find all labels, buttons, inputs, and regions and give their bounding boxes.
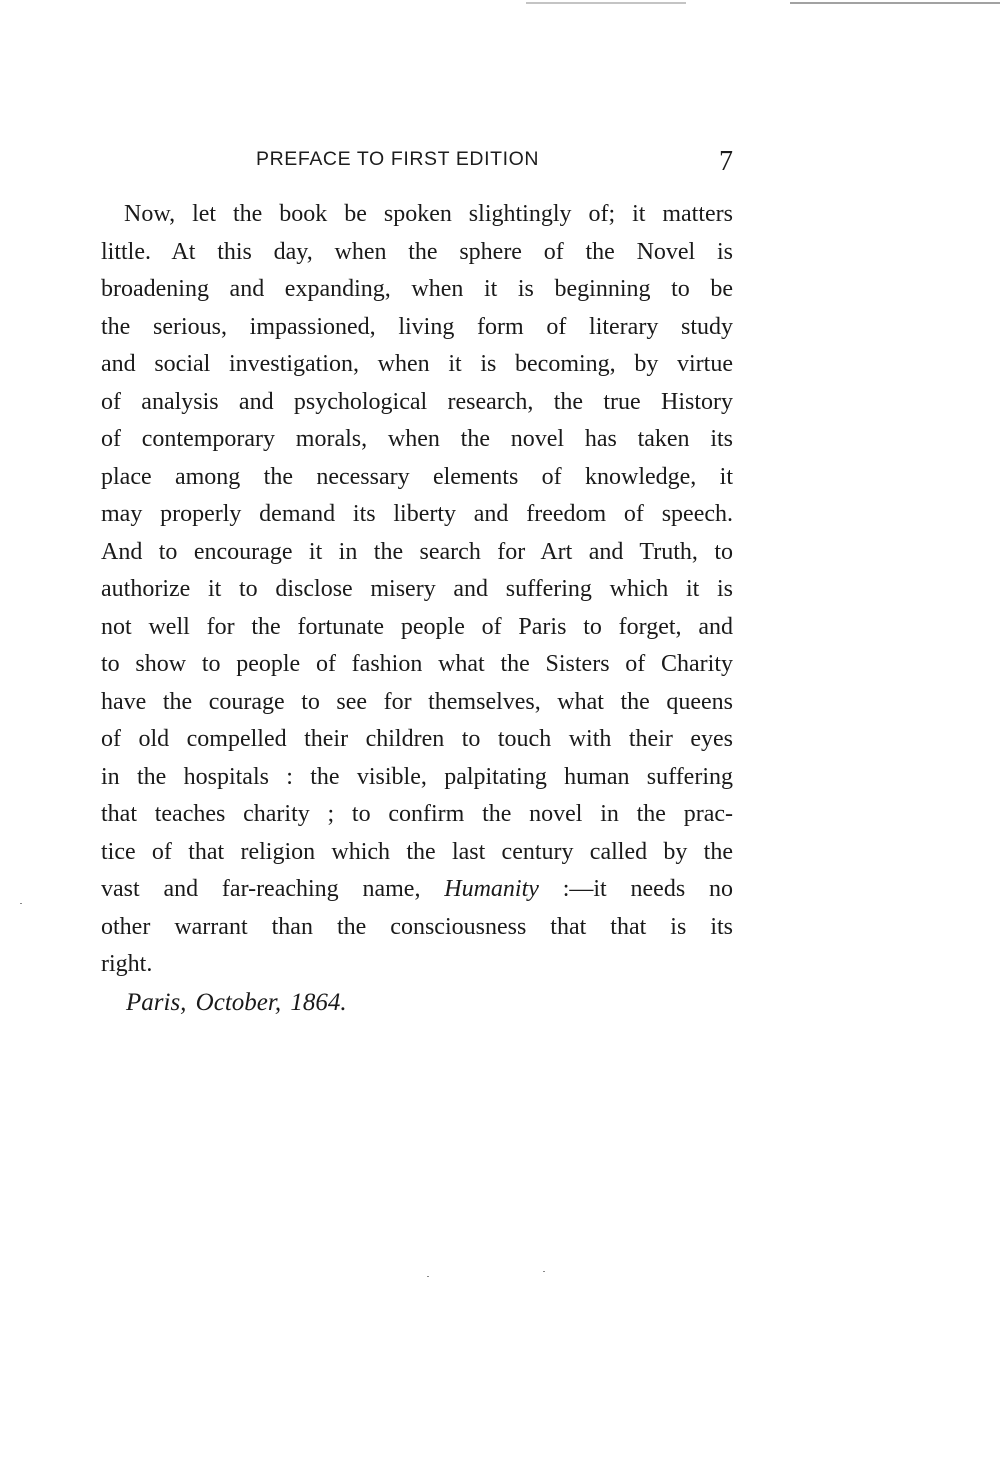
signature-line: Paris, October, 1864. [126, 989, 347, 1016]
text-line: of analysis and psychological research, the true History [101, 388, 733, 415]
scan-speck [543, 1271, 545, 1272]
text-line: not well for the fortunate people of Paris to forget, and [101, 613, 733, 640]
text-line: that teaches charity ; to confirm the novel in the prac- [101, 801, 733, 827]
scan-speck [20, 903, 22, 904]
text-line: have the courage to see for themselves, what the queens [101, 688, 733, 715]
text-line: of contemporary morals, when the novel has taken its [101, 426, 733, 452]
scan-edge-mark [526, 2, 686, 4]
text-line: And to encourage it in the search for Art and Truth, to [101, 538, 733, 565]
text-line: authorize it to disclose misery and suffering which it is [101, 576, 733, 602]
text-segment: vast and far-reaching name, [101, 876, 445, 902]
text-segment: :—it needs no [538, 876, 733, 902]
text-line-with-italic [101, 871, 733, 909]
text-line: Now, let the book be spoken slightingly of; it matters [124, 201, 733, 227]
text-line: to show to people of fashion what the Sisters of Charity [101, 651, 733, 677]
scan-speck [427, 1276, 429, 1277]
text-line: other warrant than the consciousness that that is its [101, 913, 733, 940]
text-line: may properly demand its liberty and freedom of speech. [101, 501, 733, 527]
page-number: 7 [719, 146, 733, 177]
text-line: in the hospitals : the visible, palpitating human suffering [101, 763, 733, 790]
running-head [101, 148, 737, 182]
text-line: and social investigation, when it is becoming, by virtue [101, 351, 733, 377]
text-line: tice of that religion which the last century called by the [101, 838, 733, 865]
text-line: of old compelled their children to touch with their eyes [101, 726, 733, 752]
text-line: right. [101, 951, 153, 977]
running-title: PREFACE TO FIRST EDITION [256, 148, 540, 170]
preface-paragraph [101, 196, 733, 984]
scan-edge-mark [790, 2, 1000, 4]
italic-term: Humanity [444, 876, 539, 902]
text-line: the serious, impassioned, living form of literary study [101, 313, 733, 340]
text-line: place among the necessary elements of knowledge, it [101, 463, 733, 490]
text-line: little. At this day, when the sphere of the Novel is [101, 238, 733, 265]
text-line: broadening and expanding, when it is beginning to be [101, 276, 733, 302]
